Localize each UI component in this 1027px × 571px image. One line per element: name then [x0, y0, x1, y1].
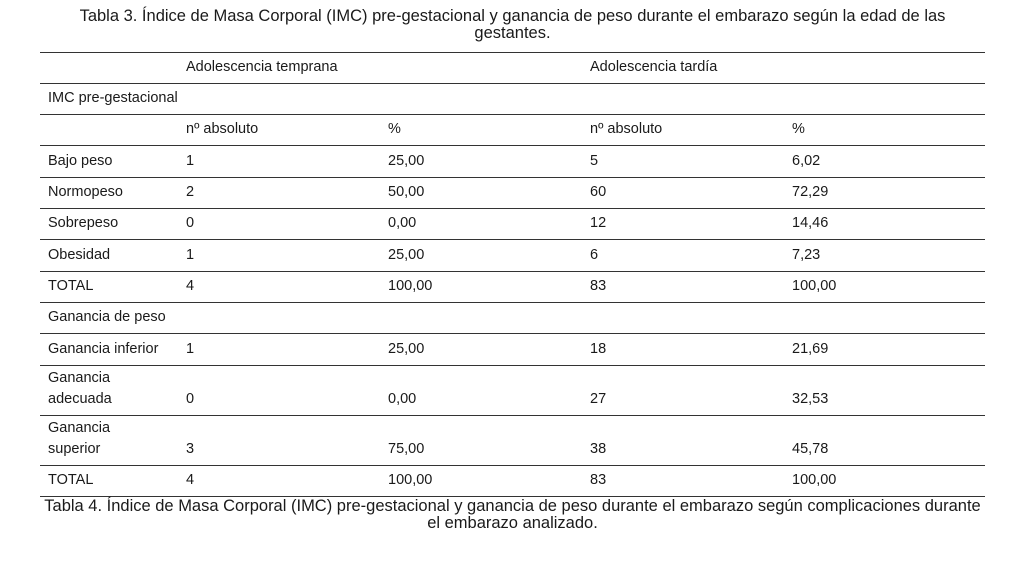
- row-label: Sobrepeso: [48, 215, 119, 231]
- cell-abs-late: 83: [590, 278, 607, 294]
- group-late-header: Adolescencia tardía: [590, 59, 718, 75]
- section-row-imc: [40, 84, 985, 115]
- cell-pct-early: 0,00: [388, 391, 417, 407]
- table-row-total: [40, 272, 985, 303]
- row-label: [40, 334, 178, 366]
- cell-pct-early: 25,00: [388, 247, 425, 263]
- group-early-header: Adolescencia temprana: [186, 59, 338, 75]
- cell-abs-early: 1: [186, 341, 195, 357]
- imc-weight-gain-table: [40, 52, 985, 497]
- cell-pct-late: 45,78: [792, 441, 829, 457]
- row-label-line: Ganancia inferior: [48, 341, 159, 357]
- row-label: Obesidad: [48, 247, 111, 263]
- cell-abs-late: 83: [590, 472, 607, 488]
- cell-pct-late: 6,02: [792, 153, 821, 169]
- cell-abs-early: 4: [186, 278, 195, 294]
- cell-pct-late: 7,23: [792, 247, 821, 263]
- cell-abs-early: 1: [186, 247, 195, 263]
- subheader-pct-late: %: [792, 121, 805, 137]
- cell-abs-early: 4: [186, 472, 195, 488]
- cell-abs-late: 6: [590, 247, 599, 263]
- section-label-gain: Ganancia de peso: [48, 309, 166, 325]
- cell-abs-early: 2: [186, 184, 195, 200]
- cell-abs-early: 3: [186, 441, 195, 457]
- cell-pct-late: 72,29: [792, 184, 829, 200]
- table-row: [40, 178, 985, 209]
- cell-abs-early: 1: [186, 153, 195, 169]
- row-label-line: Ganancia: [48, 420, 111, 436]
- table-4-caption: Tabla 4. Índice de Masa Corporal (IMC) pre-gestacional y ganancia de peso durante el embarazo según complicaciones durante el embarazo analizado.: [44, 497, 981, 532]
- section-row-gain: [40, 303, 985, 334]
- row-label: Normopeso: [48, 184, 123, 200]
- cell-abs-early: 0: [186, 215, 195, 231]
- cell-abs-late: 38: [590, 441, 607, 457]
- cell-pct-early: 100,00: [388, 278, 433, 294]
- cell-pct-early: 100,00: [388, 472, 433, 488]
- subheader-abs-late: nº absoluto: [590, 121, 663, 137]
- row-label: Bajo peso: [48, 153, 113, 169]
- empty-cell: [40, 53, 178, 84]
- table-row: [40, 146, 985, 178]
- cell-pct-early: 50,00: [388, 184, 425, 200]
- table-row: [40, 366, 985, 416]
- cell-abs-late: 12: [590, 215, 607, 231]
- cell-pct-early: 0,00: [388, 215, 417, 231]
- cell-pct-late: 100,00: [792, 278, 837, 294]
- table-row: [40, 209, 985, 240]
- cell-pct-early: 25,00: [388, 341, 425, 357]
- row-label: TOTAL: [48, 472, 94, 488]
- row-label-line: adecuada: [48, 391, 112, 407]
- cell-pct-late: 32,53: [792, 391, 829, 407]
- cell-pct-late: 21,69: [792, 341, 829, 357]
- table-row: [40, 416, 985, 466]
- section-label-imc: IMC pre-gestacional: [48, 90, 178, 106]
- table-3-caption: Tabla 3. Índice de Masa Corporal (IMC) pre-gestacional y ganancia de peso durante el embarazo según la edad de las gestantes.: [79, 7, 946, 42]
- table-row-total: [40, 466, 985, 497]
- row-label-line: Ganancia: [48, 370, 111, 386]
- table-row: [40, 334, 985, 366]
- cell-pct-early: 75,00: [388, 441, 425, 457]
- row-label-line: superior: [48, 441, 101, 457]
- data-table-container: [40, 52, 985, 497]
- cell-abs-late: 27: [590, 391, 607, 407]
- cell-abs-late: 60: [590, 184, 607, 200]
- table-row: [40, 240, 985, 272]
- cell-pct-late: 100,00: [792, 472, 837, 488]
- cell-abs-late: 5: [590, 153, 599, 169]
- cell-pct-late: 14,46: [792, 215, 829, 231]
- cell-abs-early: 0: [186, 391, 195, 407]
- cell-abs-late: 18: [590, 341, 607, 357]
- subheader-pct-early: %: [388, 121, 401, 137]
- cell-pct-early: 25,00: [388, 153, 425, 169]
- row-label: TOTAL: [48, 278, 94, 294]
- group-header-row: [40, 53, 985, 84]
- row-label: [40, 366, 178, 416]
- subheader-abs-early: nº absoluto: [186, 121, 259, 137]
- empty-cell: [40, 115, 178, 146]
- row-label: [40, 416, 178, 466]
- subheader-row: [40, 115, 985, 146]
